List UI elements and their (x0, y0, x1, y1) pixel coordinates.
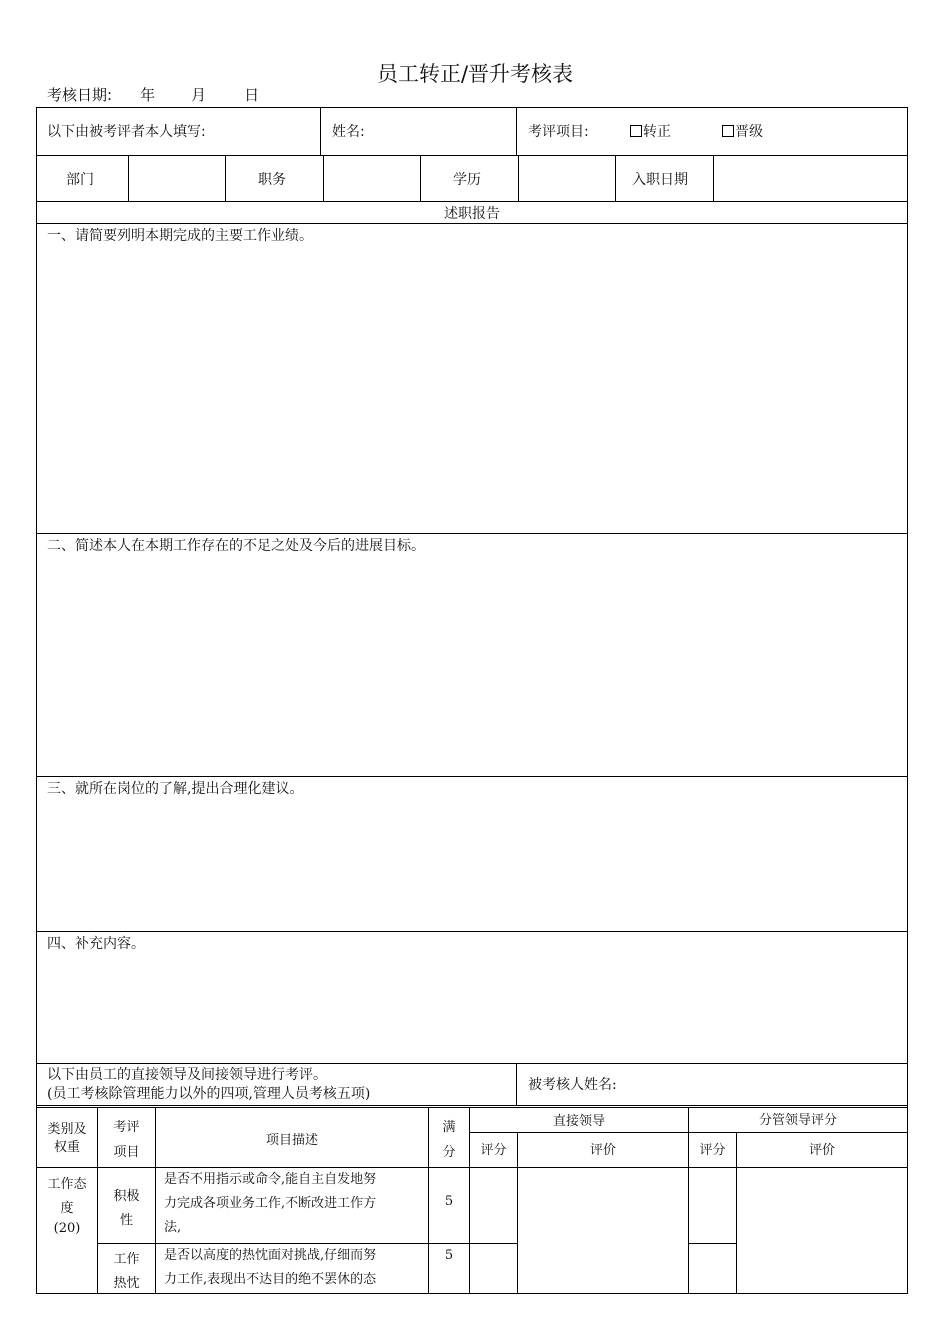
row1-item-line1: 积极 (113, 1189, 140, 1204)
leader-note: (员工考核除管理能力以外的四项,管理人员考核五项) (47, 1086, 371, 1102)
row2-item-line2: 热忱 (113, 1276, 140, 1291)
header-direct-leader: 直接领导 (552, 1114, 605, 1129)
report-question-1: 一、请简要列明本期完成的主要工作业绩。 (47, 228, 313, 244)
header-item-line1: 考评 (113, 1120, 140, 1135)
category-line1: 工作态 (47, 1177, 87, 1192)
category-line3: (20) (53, 1221, 81, 1236)
report-question-4: 四、补充内容。 (47, 936, 145, 952)
row1-desc-line3: 法, (164, 1220, 182, 1235)
date-year: 年 (140, 86, 156, 104)
category-line2: 度 (60, 1201, 74, 1216)
header-item-line2: 项目 (113, 1145, 140, 1160)
date-month: 月 (191, 86, 207, 104)
assessee-name-label: 被考核人姓名: (528, 1077, 617, 1093)
position-label: 职务 (258, 172, 286, 188)
assessment-date (47, 84, 259, 105)
row2-desc-line2: 力工作,表现出不达目的绝不罢休的态 (164, 1272, 377, 1287)
row2-description (164, 1244, 376, 1292)
checkbox-promotion[interactable] (722, 125, 734, 137)
option-regular[interactable] (630, 121, 671, 141)
header-full-line1: 满 (442, 1120, 456, 1135)
assessment-item-label: 考评项目: (528, 124, 589, 140)
option-promotion-label: 晋级 (735, 124, 763, 140)
report-title: 述职报告 (444, 206, 500, 222)
self-fill-label: 以下由被考评者本人填写: (47, 124, 206, 140)
date-day: 日 (244, 86, 260, 104)
row1-item-line2: 性 (119, 1213, 133, 1228)
row1-description (164, 1168, 376, 1240)
header-description: 项目描述 (265, 1133, 318, 1148)
option-regular-label: 转正 (643, 124, 671, 140)
option-promotion[interactable] (722, 121, 763, 141)
row2-item-line1: 工作 (113, 1252, 140, 1267)
header-manager-score: 评分 (699, 1143, 726, 1158)
education-label: 学历 (453, 172, 481, 188)
assessment-date-label: 考核日期: (47, 86, 113, 104)
entry-date-label: 入职日期 (632, 172, 688, 188)
checkbox-regular[interactable] (630, 125, 642, 137)
report-question-3: 三、就所在岗位的了解,提出合理化建议。 (47, 781, 304, 797)
leader-instruction: 以下由员工的直接领导及间接领导进行考评。 (47, 1067, 327, 1083)
row1-desc-line2: 力完成各项业务工作,不断改进工作方 (164, 1196, 377, 1211)
header-full-line2: 分 (442, 1145, 456, 1160)
header-direct-score: 评分 (480, 1143, 507, 1158)
header-manager-comment: 评价 (808, 1143, 835, 1158)
form-title: 员工转正/晋升考核表 (376, 62, 574, 86)
row2-full-score: 5 (444, 1248, 454, 1263)
report-question-2: 二、简述本人在本期工作存在的不足之处及今后的进展目标。 (47, 538, 425, 554)
header-category-line2: 权重 (53, 1140, 80, 1155)
row1-desc-line1: 是否不用指示或命令,能自主自发地努 (164, 1172, 377, 1187)
row1-full-score: 5 (444, 1194, 454, 1209)
row2-desc-line1: 是否以高度的热忱面对挑战,仔细而努 (164, 1248, 377, 1263)
name-label: 姓名: (332, 124, 365, 140)
header-direct-comment: 评价 (589, 1143, 616, 1158)
department-label: 部门 (66, 172, 94, 188)
header-manager-leader: 分管领导评分 (758, 1113, 837, 1128)
header-category-line1: 类别及 (47, 1122, 87, 1137)
